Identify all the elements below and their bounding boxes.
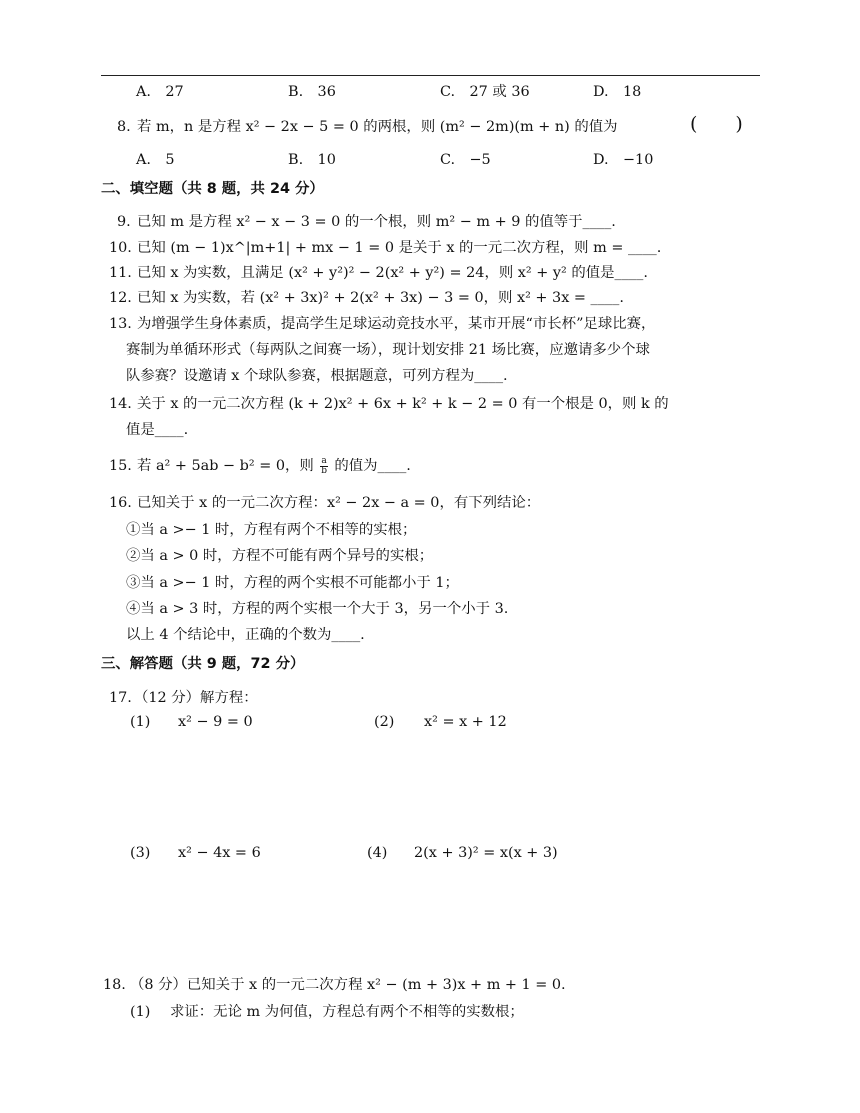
q15-fraction-numerator: a — [321, 455, 327, 466]
q15-number: 15. — [109, 458, 132, 474]
q7-option-d: D. 18 — [593, 84, 642, 100]
q13-line-3: 队参赛？设邀请 x 个球队参赛，根据题意，可列方程为____. — [126, 368, 508, 384]
q17-part-2-label: (2) — [374, 714, 395, 730]
q12-text: 已知 x 为实数，若 (x² + 3x)² + 2(x² + 3x) − 3 = 0，则 x² + 3x = ____. — [137, 290, 624, 306]
q17-part-1-equation: x² − 9 = 0 — [178, 714, 253, 730]
q7-option-c: C. 27 或 36 — [440, 84, 530, 100]
q17-part-4-label: (4) — [367, 845, 388, 861]
q15-text-post: 的值为____. — [334, 458, 411, 474]
q16-statement-2: ②当 a > 0 时，方程不可能有两个异号的实根； — [126, 548, 434, 564]
q8-option-d: D. −10 — [593, 152, 654, 168]
q17-part-4-equation: 2(x + 3)² = x(x + 3) — [414, 845, 558, 861]
q15-fraction-denominator: b — [321, 465, 327, 476]
q17-part-1-label: (1) — [130, 714, 151, 730]
q16-statement-3: ③当 a >− 1 时，方程的两个实根不可能都小于 1； — [126, 575, 459, 591]
q18-stem: （8 分）已知关于 x 的一元二次方程 x² − (m + 3)x + m + 1 = 0. — [130, 977, 566, 993]
q13-number: 13. — [109, 316, 132, 332]
q7-option-b: B. 36 — [288, 84, 336, 100]
q10-number: 10. — [109, 240, 132, 256]
q14-number: 14. — [109, 396, 132, 412]
q9-number: 9. — [117, 214, 131, 230]
q8-text: 若 m，n 是方程 x² − 2x − 5 = 0 的两根，则 (m² − 2m)(m + n) 的值为 — [137, 119, 618, 135]
q17-part-3-label: (3) — [130, 845, 151, 861]
q15-fraction — [320, 457, 327, 476]
header-rule — [101, 75, 760, 76]
q13-line-1: 为增强学生身体素质，提高学生足球运动竞技水平，某市开展“市长杯”足球比赛， — [137, 316, 656, 332]
q11-number: 11. — [109, 265, 132, 281]
q11-text: 已知 x 为实数，且满足 (x² + y²)² − 2(x² + y²) = 24，则 x² + y² 的值是____. — [137, 265, 648, 281]
q14-line-2: 值是____. — [126, 422, 189, 438]
q18-part-1-text: 求证：无论 m 为何值，方程总有两个不相等的实数根； — [170, 1004, 524, 1020]
q16-statement-4: ④当 a > 3 时，方程的两个实根一个大于 3，另一个小于 3. — [126, 601, 509, 617]
q17-stem: （12 分）解方程： — [134, 690, 258, 706]
q17-part-2-equation: x² = x + 12 — [424, 714, 507, 730]
q7-option-a: A. 27 — [136, 84, 184, 100]
section-title-fill-in: 二、填空题（共 8 题，共 24 分） — [101, 181, 324, 197]
q15-text — [137, 456, 411, 476]
q15-text-pre: 若 a² + 5ab − b² = 0，则 — [137, 458, 314, 474]
q18-part-1-label: (1) — [130, 1004, 151, 1020]
q16-number: 16. — [109, 495, 132, 511]
q8-option-c: C. −5 — [440, 152, 491, 168]
q9-text: 已知 m 是方程 x² − x − 3 = 0 的一个根，则 m² − m + 9 的值等于____. — [137, 214, 616, 230]
q16-conclusion: 以上 4 个结论中，正确的个数为____. — [126, 627, 365, 643]
q16-statement-1: ①当 a >− 1 时，方程有两个不相等的实根； — [126, 522, 417, 538]
q12-number: 12. — [109, 290, 132, 306]
q8-option-a: A. 5 — [136, 152, 175, 168]
q18-number: 18. — [103, 977, 126, 993]
q8-option-b: B. 10 — [288, 152, 336, 168]
q17-part-3-equation: x² − 4x = 6 — [178, 845, 261, 861]
q8-answer-paren: ( ) — [690, 113, 743, 135]
q8-number: 8. — [117, 119, 131, 135]
q10-text: 已知 (m − 1)x^|m+1| + mx − 1 = 0 是关于 x 的一元二次方程，则 m = ____. — [137, 240, 662, 256]
section-title-solve: 三、解答题（共 9 题，72 分） — [101, 656, 305, 672]
q16-stem: 已知关于 x 的一元二次方程：x² − 2x − a = 0，有下列结论： — [137, 495, 541, 511]
q14-line-1: 关于 x 的一元二次方程 (k + 2)x² + 6x + k² + k − 2 = 0 有一个根是 0，则 k 的 — [137, 396, 669, 412]
q17-number: 17. — [109, 690, 132, 706]
q13-line-2: 赛制为单循环形式（每两队之间赛一场），现计划安排 21 场比赛，应邀请多少个球 — [126, 342, 650, 358]
